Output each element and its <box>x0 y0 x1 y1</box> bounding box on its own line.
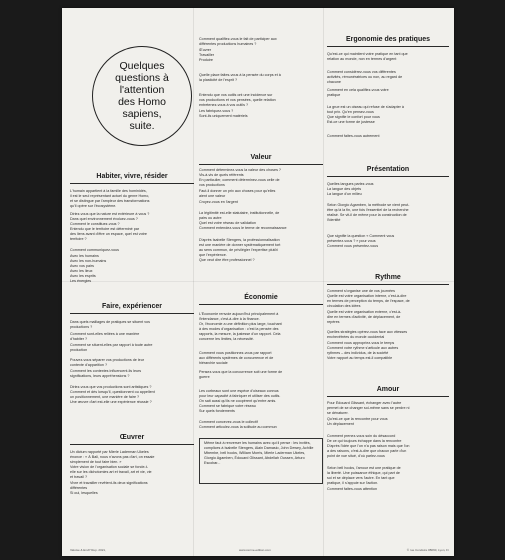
text-line: Comment vous présentez-vous <box>327 244 379 248</box>
question: Comment communiquez-vous <box>70 248 119 252</box>
text-line: D'après l'idée que l'on n'a pas raison mais que l'on <box>327 444 410 448</box>
quote-text: Même faut à renverser les humains avec qui il pense : les invités, complices à Isabelle Stengers, Alain Damasio, John Dewey, Achille Mbembe, bell hooks, William Morris, Mierle Laderman Ukeles, Giorgio Agamben, Édouard Glissant, Abdellah Oussen, Arturo Escobar... <box>204 441 314 465</box>
text-line: Selon bell hooks, l'amour est une pratique de <box>327 466 401 470</box>
text-line: Que signifie la question « Comment vous <box>327 234 395 238</box>
text-line: Votre rapport au temps est-il compatible <box>327 356 393 360</box>
text-line: l'intendance, c'est-à-dire à la finance. <box>199 317 260 321</box>
text-line: pratique, il s'appuie sur l'action. <box>327 481 379 485</box>
text-line: La langue d'un milieu <box>327 192 362 196</box>
text-line: Comment s'organise une de vos journées <box>327 289 395 293</box>
text-line: Comment déterminez-vous la valeur des choses ? <box>199 168 281 172</box>
text-line: aux différents systèmes de concurrence et de <box>199 356 274 360</box>
text-line: d'habiter ? <box>70 337 88 341</box>
text-line: Votre vision de l'organisation sociale se fonde-t- <box>70 465 148 469</box>
list-item: Avec les humains <box>70 254 99 258</box>
text-line: repères <box>327 320 340 324</box>
text-line: Vivre et travailler revêtent-ils deux significations <box>70 481 148 485</box>
section-heading-faire: Faire, expériencer <box>102 303 162 310</box>
text-line: Croyez-vous en l'argent <box>199 200 238 204</box>
text-line: Comment et dès lorsqu'il, questionnent ou appellent <box>70 390 155 394</box>
text-line: Sont-ils uniquement matériels <box>199 114 248 118</box>
section-heading-rythme: Rythme <box>375 274 401 281</box>
text-line: que l'expérience. <box>199 253 227 257</box>
footer-right: © rue Conduire #8060, Lyon, Fr <box>406 548 449 552</box>
text-line: activités, rémunératrices ou non, au regard de <box>327 75 403 79</box>
text-line: Quelle est votre organisation externe, c'est-à- <box>327 310 402 314</box>
text-line: Qu'est-ce que la rencontre pour vous <box>327 417 388 421</box>
section-heading-amour: Amour <box>376 386 400 393</box>
text-line: Quelles langues parlez-vous <box>327 182 374 186</box>
text-line: Quel est votre réseau de validation <box>199 221 256 225</box>
text-line: Que veut dire être professionnel ? <box>199 258 255 262</box>
text-line: différentes productions humaines ? <box>199 42 257 46</box>
text-line: la liberté. Une puissance éthique, qui part de <box>327 471 400 475</box>
section-heading-presentation: Présentation <box>366 166 410 173</box>
divider <box>70 313 194 314</box>
text-line: enchevêtrées du monde occidental <box>327 335 385 339</box>
text-line: La légitimité est-elle statutaire, institutionnelle, de <box>199 211 280 215</box>
text-line: Comment se fabrique votre réseau <box>199 404 256 408</box>
text-line: en termes de perception du temps, de l'espace, de <box>327 299 410 303</box>
text-line: vos productions et vos pensées, quelle relation <box>199 98 276 102</box>
quote-box <box>199 438 323 484</box>
text-line: Les fabriquez-vous ? <box>199 109 234 113</box>
text-line: se dénaturer. <box>327 411 349 415</box>
text-line: présentez-vous ? » pour vous <box>327 239 376 243</box>
text-line: guerre <box>199 375 210 379</box>
text-line: Quelle est votre organisation interne, c'est-à-dire <box>327 294 407 298</box>
text-line: a des raisons, c'est-à-dire que chacun parle d'un <box>327 449 407 453</box>
text-line: soi et se déplace vers l'autre. En tant que <box>327 476 395 480</box>
question: Comment le constituez-vous ? <box>70 222 120 226</box>
poster-sheet <box>62 8 454 556</box>
text-line: Quelle place faites-vous à la pensée du corps et à <box>199 73 281 77</box>
column-left <box>70 8 194 556</box>
text-line: dire en termes d'activité, de déplacement, de <box>327 315 401 319</box>
text-line: Entendu que vos outils ont une incidence sur <box>199 93 273 97</box>
text-line: Quelles stratégies opérez-vous face aux vitesses <box>327 330 408 334</box>
text-line: est une manière de donner systématiquement tort <box>199 243 281 247</box>
section-heading-economie: Économie <box>244 294 278 301</box>
section-heading-oeuvre: Œuvrer <box>119 434 145 441</box>
text-line: énonce : « À Bali, nous n'avons pas d'art, on essaie <box>70 455 155 459</box>
text-line: Comment vous appropriez-vous le temps <box>327 341 395 345</box>
text-line: La grue est un oiseau qui refuse de s'adapter à <box>327 105 404 109</box>
text-line: circulation des idées <box>327 304 361 308</box>
footer-center: www.cerme-edition.com <box>239 548 271 552</box>
text-line: et travail ? <box>70 475 88 479</box>
divider <box>70 444 194 445</box>
text-line: Or, l'économie a une définition plus large, touchant <box>199 322 282 326</box>
text-line: Comment se situent-elles par rapport à toute autre <box>70 343 153 347</box>
text-line: Un déplacement <box>327 422 354 426</box>
divider <box>327 396 449 397</box>
text-line: Comment en cela qualifiez-vous votre <box>327 88 389 92</box>
text-line: contexte d'apparition ? <box>70 363 107 367</box>
text-line: pairs ou autre <box>199 216 222 220</box>
text-line: Diriez-vous que vos productions sont artistiques ? <box>70 385 152 389</box>
text-line: être qu'à la fin, une fois l'essentiel de la recherche <box>327 208 409 212</box>
column-right <box>327 8 449 556</box>
text-line: Comment qualifiez-vous le fait de participer aux <box>199 37 277 41</box>
text-line: relation au monde, non en termes d'argent <box>327 57 397 61</box>
section-heading-valeur: Valeur <box>250 154 272 161</box>
text-line: Comment vous positionnez-vous par rapport <box>199 351 272 355</box>
list-item: Avec les esprits <box>70 274 96 278</box>
question: Diriez-vous que la nature est extérieure à vous ? <box>70 212 150 216</box>
text-line: production <box>70 348 88 352</box>
divider <box>327 284 449 285</box>
question: territoire ? <box>70 237 87 241</box>
text-line: D'après Isabelle Stengers, la professionnalisation <box>199 238 280 242</box>
text-line: entretenez-vous à vos outils ? <box>199 103 248 107</box>
text-line: Dans quels maillages de pratiques se situent vos <box>70 320 150 324</box>
text-line: elle sur les dichotomies art et travail, art et vie, vie <box>70 470 152 474</box>
page-title: Quelques questions à l'attention des Homo sapiens, suite. <box>115 60 169 132</box>
text-line: Une œuvre d'art est-elle une expérience réussie ? <box>70 400 152 404</box>
text-line: Comment concevez-vous le collectif <box>199 420 258 424</box>
text-line: et se distingue par l'ampleur des transformations <box>70 199 150 203</box>
text-line: aient une valeur <box>199 194 226 198</box>
list-item: Les énergies <box>70 279 92 283</box>
text-line: pour leur capacité à fabriquer et utiliser des outils. <box>199 394 281 398</box>
fold-line <box>323 8 324 556</box>
question: Entendu que le territoire est déterminé par <box>70 227 140 231</box>
text-line: Pour Édouard Glissant, échanger avec l'autre <box>327 401 402 405</box>
text-line: rapports, la mesure, la justesse d'un rapport. Cela <box>199 332 281 336</box>
divider <box>327 176 449 177</box>
text-line: simplement de tout faire bien. » <box>70 460 122 464</box>
text-line: rythmes – des individus, de la société <box>327 351 389 355</box>
text-line: vos productions <box>199 183 225 187</box>
footer-left: Valoise & EnvP Rep. 2021, <box>70 548 106 552</box>
text-line: pratique <box>327 93 341 97</box>
list-item: Avec les lieux <box>70 269 93 273</box>
text-line: la plasticité de l'esprit ? <box>199 78 238 82</box>
question: des liens avant d'être un espace, quel est votre <box>70 232 147 236</box>
list-item: Travailler <box>199 53 215 57</box>
list-item: Avec vos pairs <box>70 264 94 268</box>
text-line: concerne les limites, la nécessité. <box>199 337 254 341</box>
text-line: tout prix. Qu'en pensez-vous <box>327 110 374 114</box>
question: Dans quel environnement évoluez-vous ? <box>70 217 138 221</box>
text-line: Comment considérez-vous vos différentes <box>327 70 396 74</box>
title-circle <box>92 46 192 146</box>
text-line: Est-ce une forme de justesse <box>327 120 375 124</box>
text-line: Comment sont-elles reliées à une manière <box>70 332 140 336</box>
text-line: L'humain appartient à la famille des hominidés, <box>70 189 147 193</box>
text-line: De ce qui toujours échappe dans la rencontre <box>327 439 402 443</box>
section-heading-ergonomie: Ergonomie des pratiques <box>345 36 431 43</box>
text-line: Comment faites-vous attention <box>327 487 378 491</box>
text-line: chacune <box>327 80 341 84</box>
text-line: L'Économie renvoie aujourd'hui principalement à <box>199 312 279 316</box>
text-line: permet de se changer soi-même sans se perdre ni <box>327 406 410 410</box>
text-line: différentes <box>70 486 88 490</box>
text-line: Comment articulez-vous la solitude au commun <box>199 425 277 429</box>
list-item: Œuvrer <box>199 48 212 52</box>
text-line: l'identité <box>327 218 341 222</box>
text-line: point de vue situé, d'où parlez-vous <box>327 454 385 458</box>
text-line: hiérarchie sociale <box>199 361 228 365</box>
text-line: Pensez-vous que la concurrence soit une forme de <box>199 370 283 374</box>
text-line: Faut-il donner un prix aux choses pour qu'elles <box>199 189 276 193</box>
text-line: Vis-à-vis de quels référents <box>199 173 244 177</box>
text-line: productions ? <box>70 325 93 329</box>
text-line: Qu'est-ce qui maintient votre pratique en tant que <box>327 52 408 56</box>
text-line: Que signifie le confort pour vous <box>327 115 380 119</box>
list-item: Avec les non-humains <box>70 259 107 263</box>
divider <box>70 183 194 184</box>
divider <box>327 46 449 47</box>
text-line: Un dictum rapporté par Mierle Laderman Ukeles <box>70 450 149 454</box>
text-line: Comment faites-vous autrement <box>327 134 380 138</box>
text-line: qu'il opère sur l'écosystème. <box>70 204 117 208</box>
section-heading-habiter: Habiter, vivre, résider <box>96 173 168 180</box>
text-line: En particulier, comment déterminez-vous celle de <box>199 178 280 182</box>
list-item: Produire <box>199 58 213 62</box>
text-line: réalisé. Se vit-il de même pour la construction de <box>327 213 407 217</box>
text-line: significations, leurs appréhensions ? <box>70 374 130 378</box>
text-line: On sait aussi qu'ils ne coopèrent qu'entre amis. <box>199 399 277 403</box>
divider <box>199 304 323 305</box>
text-line: à des modes d'organisation : c'est la pensée des <box>199 327 279 331</box>
divider <box>199 164 323 165</box>
text-line: au sens commun, de privilégier l'expertise plutôt <box>199 248 278 252</box>
text-line: La langue des objets <box>327 187 362 191</box>
text-line: Comment entendez-vous le terme de reconnaissance <box>199 226 287 230</box>
text-line: Selon Giorgio Agamben, la méthode se vient peut- <box>327 203 410 207</box>
text-line: Pouvez-vous séparer vos productions de leur <box>70 358 144 362</box>
text-line: un positionnement, une manière de faire ? <box>70 395 140 399</box>
text-line: Comment prenez-vous soin du désaccord <box>327 434 396 438</box>
text-line: Comment votre rythme s'articule aux autres <box>327 346 399 350</box>
text-line: Sur quels fondements <box>199 409 235 413</box>
text-line: il est le seul représentant actuel du genre Homo, <box>70 194 150 198</box>
text-line: Les corbeaux sont une espèce d'oiseaux connus <box>199 389 279 393</box>
text-line: Si oui, lesquelles <box>70 491 98 495</box>
text-line: Comment les contextes influencent-ils leurs <box>70 369 142 373</box>
